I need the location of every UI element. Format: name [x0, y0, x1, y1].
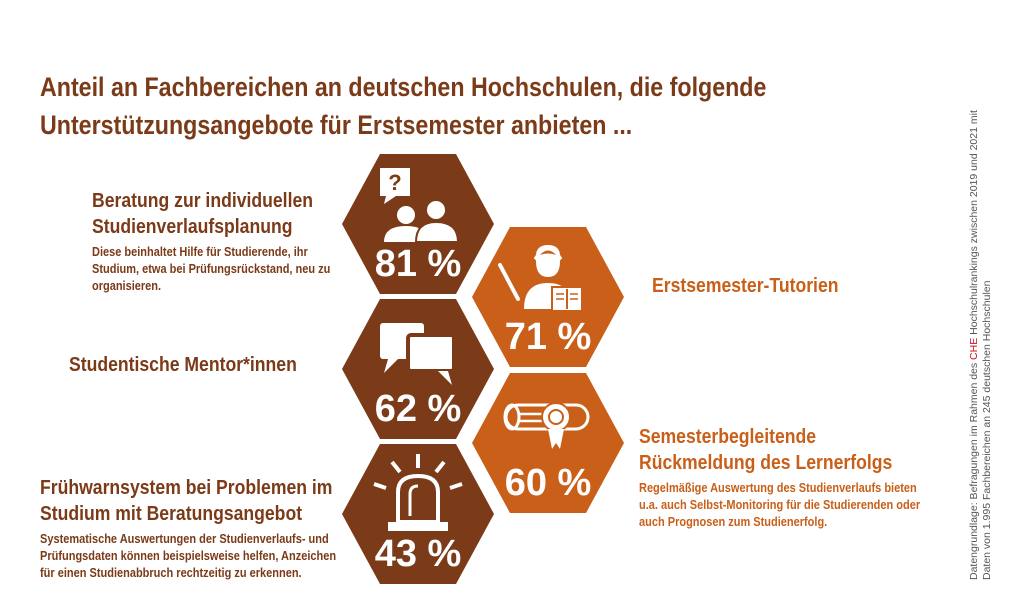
source-note — [968, 110, 994, 580]
chart-title: Anteil an Fachbereichen an deutschen Hochschulen, die folgende Unterstützungsangebote für Erstsemester anbieten ... — [40, 72, 767, 140]
value-label: 43 % — [374, 533, 462, 575]
label-beratung-desc: Diese beinhaltet Hilfe für Studierende, ihr Studium, etwa bei Prüfungsrückstand, neu zu organisieren. — [92, 245, 331, 293]
label-rueckmeldung — [639, 424, 938, 531]
label-fruehwarn-desc: Systematische Auswertungen der Studienverlaufs- und Prüfungsdaten können beispielsweise helfen, Anzeichen für einen Studienabbruch rechtzeitig zu erkennen. — [40, 532, 337, 580]
label-fruehwarn-title: Frühwarnsystem bei Problemen im Studium mit Beratungsangebot — [40, 477, 333, 525]
hexagon-2 — [472, 227, 624, 367]
label-mentor — [69, 352, 333, 378]
hexagon-3 — [342, 299, 494, 439]
label-beratung-title: Beratung zur individuellen Studienverlaufsplanung — [92, 190, 314, 238]
hexagon-4 — [472, 373, 624, 513]
hexagon-1 — [342, 154, 494, 294]
value-label: 60 % — [504, 462, 592, 504]
source-line2: Daten von 1.995 Fachbereichen an 245 deutschen Hochschulen — [981, 280, 993, 580]
source-brand: CHE — [968, 337, 980, 360]
label-beratung — [92, 188, 347, 295]
source-line1-pre: Datengrundlage: Befragungen im Rahmen des — [968, 359, 980, 580]
label-mentor-title: Studentische Mentor*innen — [69, 354, 297, 376]
label-rueckmeldung-desc: Regelmäßige Auswertung des Studienverlaufs bieten u.a. auch Selbst-Monitoring für die Studierenden oder auch Prognosen zum Studienerfolg. — [639, 481, 921, 529]
svg-text:?: ? — [388, 170, 402, 195]
label-tutorien — [652, 273, 881, 299]
source-line1-post: Hochschulrankings zwischen 2019 und 2021 mit — [968, 110, 980, 338]
value-label: 71 % — [504, 316, 592, 358]
label-rueckmeldung-title: Semesterbegleitende Rückmeldung des Lernerfolgs — [639, 426, 893, 474]
value-label: 81 % — [374, 243, 462, 285]
value-label: 62 % — [374, 388, 462, 430]
hexagon-5 — [342, 444, 494, 584]
label-tutorien-title: Erstsemester-Tutorien — [652, 275, 839, 297]
label-fruehwarn — [40, 475, 357, 582]
